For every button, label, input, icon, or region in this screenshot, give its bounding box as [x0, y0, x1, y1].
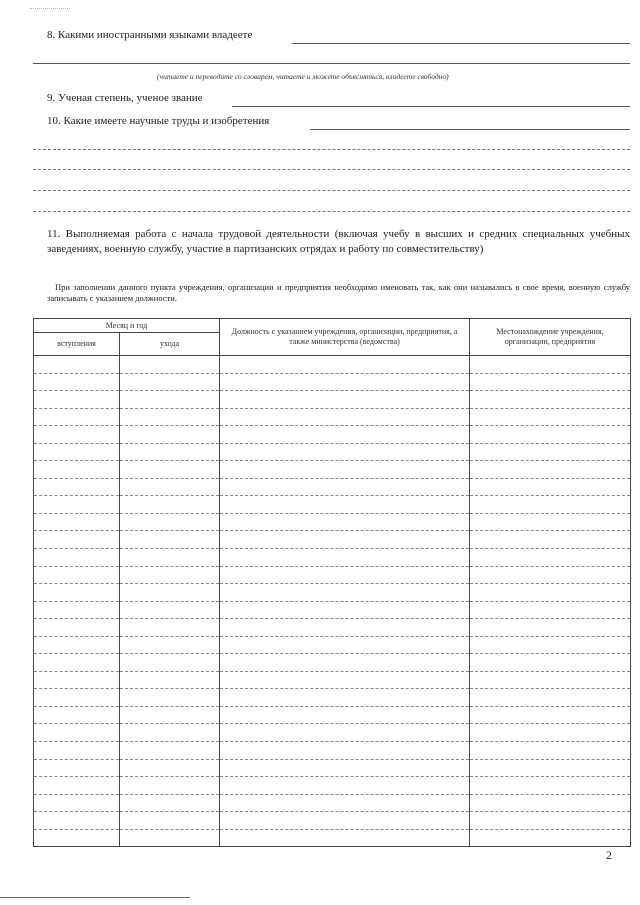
cell-position[interactable]: [220, 636, 470, 654]
table-row: [34, 619, 631, 637]
cell-end[interactable]: [120, 619, 220, 637]
table-row: [34, 566, 631, 584]
cell-location[interactable]: [470, 706, 631, 724]
cell-end[interactable]: [120, 391, 220, 409]
cell-end[interactable]: [120, 724, 220, 742]
cell-position[interactable]: [220, 601, 470, 619]
cell-end[interactable]: [120, 373, 220, 391]
cell-location[interactable]: [470, 513, 631, 531]
q10-answer-line-2[interactable]: [33, 149, 630, 150]
table-row: [34, 689, 631, 707]
cell-end[interactable]: [120, 742, 220, 760]
cell-location[interactable]: [470, 461, 631, 479]
cell-start[interactable]: [34, 513, 120, 531]
cell-position[interactable]: [220, 478, 470, 496]
cell-end[interactable]: [120, 478, 220, 496]
cell-position[interactable]: [220, 496, 470, 514]
cell-start[interactable]: [34, 496, 120, 514]
cell-end[interactable]: [120, 513, 220, 531]
cell-position[interactable]: [220, 812, 470, 830]
cell-location[interactable]: [470, 478, 631, 496]
cell-start[interactable]: [34, 636, 120, 654]
table-row: [34, 549, 631, 567]
cell-position[interactable]: [220, 408, 470, 426]
cell-end[interactable]: [120, 356, 220, 374]
cell-end[interactable]: [120, 829, 220, 847]
cell-position[interactable]: [220, 759, 470, 777]
cell-start[interactable]: [34, 812, 120, 830]
cell-location[interactable]: [470, 531, 631, 549]
cell-position[interactable]: [220, 461, 470, 479]
table-row: [34, 373, 631, 391]
table-row: [34, 513, 631, 531]
cell-location[interactable]: [470, 777, 631, 795]
cell-location[interactable]: [470, 812, 631, 830]
cell-end[interactable]: [120, 706, 220, 724]
cell-start[interactable]: [34, 829, 120, 847]
cell-location[interactable]: [470, 549, 631, 567]
work-history-table: [33, 318, 631, 847]
cell-location[interactable]: [470, 426, 631, 444]
cell-end[interactable]: [120, 654, 220, 672]
cell-location[interactable]: [470, 566, 631, 584]
cell-position[interactable]: [220, 829, 470, 847]
cell-position[interactable]: [220, 513, 470, 531]
cell-start[interactable]: [34, 724, 120, 742]
cell-start[interactable]: [34, 759, 120, 777]
cell-end[interactable]: [120, 671, 220, 689]
table-row: [34, 794, 631, 812]
cell-position[interactable]: [220, 566, 470, 584]
q8-answer-line-2[interactable]: [33, 63, 630, 64]
cell-end[interactable]: [120, 812, 220, 830]
cell-location[interactable]: [470, 601, 631, 619]
cell-position[interactable]: [220, 724, 470, 742]
cell-start[interactable]: [34, 584, 120, 602]
table-row: [34, 742, 631, 760]
col-location-header: Местонахождение учреждения, организации, предприятия: [470, 319, 631, 356]
q10-label: 10. Какие имеете научные труды и изобретения: [47, 115, 270, 127]
table-row: [34, 584, 631, 602]
table-row: [34, 461, 631, 479]
cell-start[interactable]: [34, 777, 120, 795]
cell-start[interactable]: [34, 426, 120, 444]
cell-location[interactable]: [470, 373, 631, 391]
cell-end[interactable]: [120, 689, 220, 707]
table-row: [34, 496, 631, 514]
cell-position[interactable]: [220, 689, 470, 707]
cell-position[interactable]: [220, 794, 470, 812]
table-row: [34, 601, 631, 619]
q10-answer-line-1[interactable]: [310, 129, 630, 130]
col-position-header: Должность с указанием учреждения, организации, предприятия, а также министерства (ведомства): [220, 319, 470, 356]
cell-start[interactable]: [34, 549, 120, 567]
cell-position[interactable]: [220, 356, 470, 374]
cell-end[interactable]: [120, 584, 220, 602]
cell-start[interactable]: [34, 478, 120, 496]
cell-start[interactable]: [34, 566, 120, 584]
cell-start[interactable]: [34, 742, 120, 760]
cell-start[interactable]: [34, 619, 120, 637]
cell-location[interactable]: [470, 689, 631, 707]
q10-answer-line-4[interactable]: [33, 190, 630, 191]
cell-start[interactable]: [34, 391, 120, 409]
cell-start[interactable]: [34, 443, 120, 461]
table-row: [34, 777, 631, 795]
table-row: [34, 391, 631, 409]
footer-rule: [0, 897, 190, 898]
cell-start[interactable]: [34, 461, 120, 479]
work-history-rows: [34, 356, 631, 847]
cell-end[interactable]: [120, 408, 220, 426]
cell-start[interactable]: [34, 654, 120, 672]
cell-start[interactable]: [34, 373, 120, 391]
table-row: [34, 636, 631, 654]
table-row: [34, 408, 631, 426]
table-row: [34, 812, 631, 830]
cell-end[interactable]: [120, 531, 220, 549]
table-row: [34, 759, 631, 777]
table-row: [34, 426, 631, 444]
cell-position[interactable]: [220, 391, 470, 409]
cell-end[interactable]: [120, 496, 220, 514]
cell-position[interactable]: [220, 654, 470, 672]
cell-location[interactable]: [470, 408, 631, 426]
cell-position[interactable]: [220, 742, 470, 760]
cell-start[interactable]: [34, 356, 120, 374]
q8-hint: (читаете и переводите со словарем, читаете и можете объясняться, владеете свободно): [157, 72, 449, 81]
cell-location[interactable]: [470, 794, 631, 812]
cell-position[interactable]: [220, 373, 470, 391]
cell-end[interactable]: [120, 636, 220, 654]
cell-position[interactable]: [220, 584, 470, 602]
cell-location[interactable]: [470, 671, 631, 689]
cell-position[interactable]: [220, 531, 470, 549]
cell-position[interactable]: [220, 706, 470, 724]
cell-end[interactable]: [120, 426, 220, 444]
table-row: [34, 443, 631, 461]
cell-location[interactable]: [470, 443, 631, 461]
cell-position[interactable]: [220, 671, 470, 689]
cell-start[interactable]: [34, 601, 120, 619]
table-row: [34, 829, 631, 847]
cell-position[interactable]: [220, 426, 470, 444]
q10-answer-line-3[interactable]: [33, 169, 630, 170]
cell-location[interactable]: [470, 356, 631, 374]
cell-location[interactable]: [470, 584, 631, 602]
cell-end[interactable]: [120, 549, 220, 567]
cell-location[interactable]: [470, 636, 631, 654]
cell-start[interactable]: [34, 408, 120, 426]
cell-position[interactable]: [220, 443, 470, 461]
col-start-header: вступления: [34, 333, 120, 356]
cell-position[interactable]: [220, 549, 470, 567]
cell-location[interactable]: [470, 619, 631, 637]
cell-location[interactable]: [470, 742, 631, 760]
cell-end[interactable]: [120, 794, 220, 812]
table-row: [34, 671, 631, 689]
cell-location[interactable]: [470, 724, 631, 742]
q11-label: 11. Выполняемая работа с начала трудовой деятельности (включая учебу в высших и средних специальных учебных заведениях, военную службу, участие в партизанских отрядах и работу по совместительству): [47, 228, 630, 255]
page-number: 2: [606, 848, 612, 862]
cell-location[interactable]: [470, 391, 631, 409]
q8-answer-line-1[interactable]: [292, 43, 630, 44]
cell-end[interactable]: [120, 461, 220, 479]
cell-start[interactable]: [34, 671, 120, 689]
cell-end[interactable]: [120, 443, 220, 461]
cell-start[interactable]: [34, 794, 120, 812]
cell-start[interactable]: [34, 706, 120, 724]
q11-note: При заполнении данного пункта учреждения, организации и предприятия необходимо именовать так, как они назывались в свое время, военную службу записывать с указанием должности.: [47, 282, 630, 303]
cell-end[interactable]: [120, 566, 220, 584]
cell-end[interactable]: [120, 777, 220, 795]
cell-location[interactable]: [470, 496, 631, 514]
cell-start[interactable]: [34, 531, 120, 549]
q9-label: 9. Ученая степень, ученое звание: [47, 92, 203, 104]
cell-location[interactable]: [470, 759, 631, 777]
table-row: [34, 724, 631, 742]
table-row: [34, 706, 631, 724]
col-month-year-header: Месяц и год: [34, 319, 220, 333]
cell-position[interactable]: [220, 777, 470, 795]
cell-location[interactable]: [470, 654, 631, 672]
q10-answer-line-5[interactable]: [33, 211, 630, 212]
table-row: [34, 531, 631, 549]
cell-position[interactable]: [220, 619, 470, 637]
q8-label: 8. Какими иностранными языками владеете: [47, 29, 253, 41]
cell-end[interactable]: [120, 759, 220, 777]
col-end-header: ухода: [120, 333, 220, 356]
cell-end[interactable]: [120, 601, 220, 619]
cell-start[interactable]: [34, 689, 120, 707]
table-row: [34, 356, 631, 374]
q9-answer-line[interactable]: [232, 106, 630, 107]
scan-speck: [30, 8, 70, 9]
table-row: [34, 478, 631, 496]
cell-location[interactable]: [470, 829, 631, 847]
table-row: [34, 654, 631, 672]
